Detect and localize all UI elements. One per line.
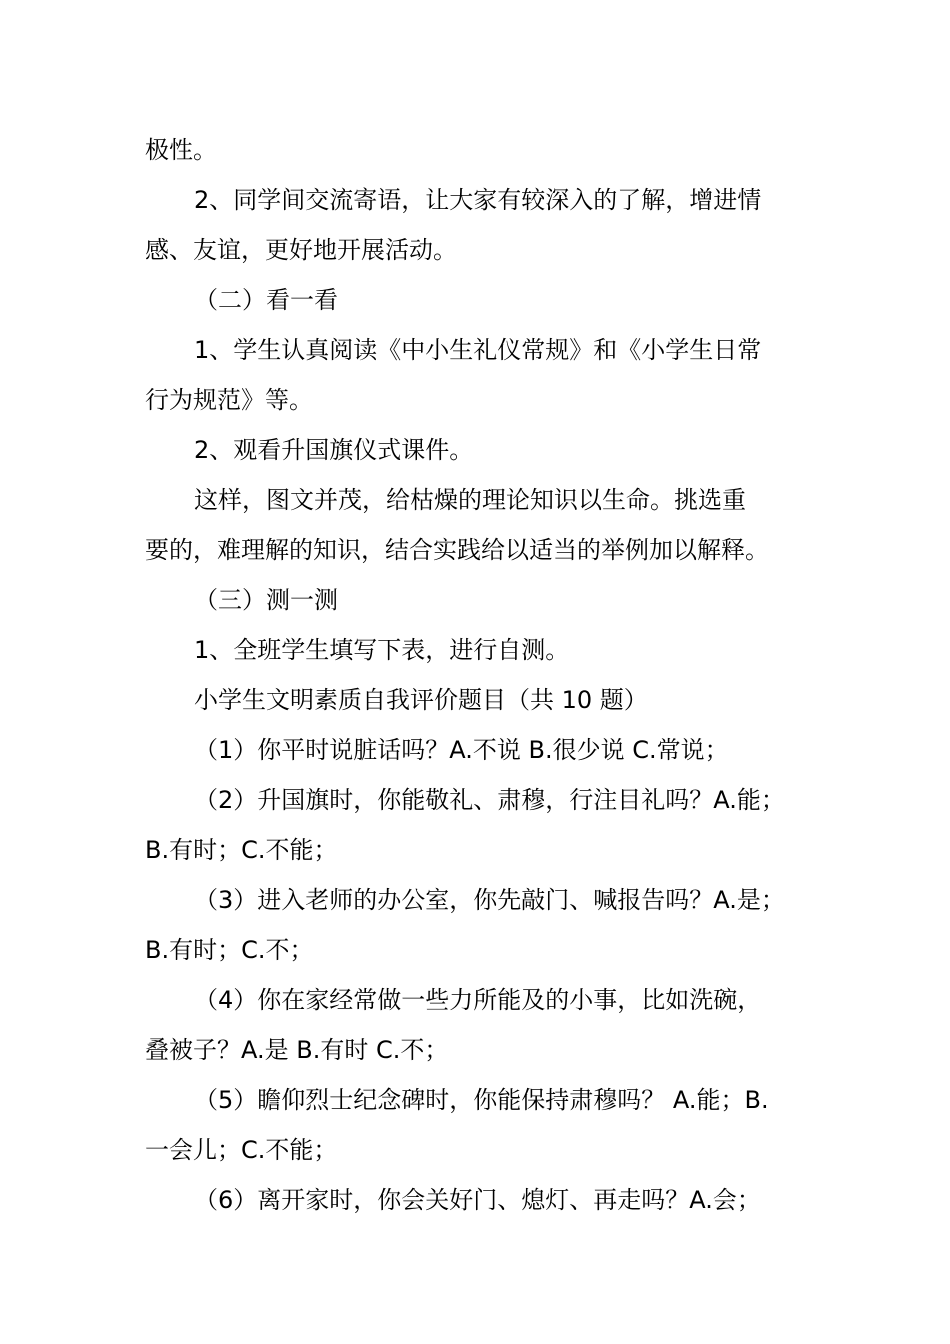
section-heading: （三）测一测 — [194, 586, 338, 614]
text-line: 要的，难理解的知识，结合实践给以适当的举例加以解释。 — [145, 536, 769, 564]
text-line: 2、观看升国旗仪式课件。 — [194, 436, 474, 464]
text-line: 这样，图文并茂，给枯燥的理论知识以生命。挑选重 — [194, 486, 746, 514]
question-item: （4）你在家经常做一些力所能及的小事，比如洗碗， — [194, 986, 762, 1014]
question-item: （2）升国旗时，你能敬礼、肃穆，行注目礼吗？A.能； — [194, 786, 785, 814]
text-line: 2、同学间交流寄语，让大家有较深入的了解，增进情 — [194, 186, 762, 214]
text-line: 感、友谊，更好地开展活动。 — [145, 236, 457, 264]
question-item: （5）瞻仰烈士纪念碑时，你能保持肃穆吗？ A.能；B. — [194, 1086, 769, 1114]
text-line: 1、学生认真阅读《中小生礼仪常规》和《小学生日常 — [194, 336, 762, 364]
section-heading: （二）看一看 — [194, 286, 338, 314]
question-item: （6）离开家时，你会关好门、熄灯、再走吗？A.会； — [194, 1186, 761, 1214]
question-item-continued: B.有时；C.不； — [145, 936, 314, 964]
text-line: 极性。 — [145, 136, 217, 164]
text-line: 行为规范》等。 — [145, 386, 313, 414]
text-line: 1、全班学生填写下表，进行自测。 — [194, 636, 570, 664]
question-item-continued: B.有时；C.不能； — [145, 836, 338, 864]
question-item: （1）你平时说脏话吗？A.不说 B.很少说 C.常说； — [194, 736, 729, 764]
question-item: （3）进入老师的办公室，你先敲门、喊报告吗？A.是； — [194, 886, 785, 914]
question-item-continued: 叠被子？A.是 B.有时 C.不； — [145, 1036, 449, 1064]
question-item-continued: 一会儿；C.不能； — [145, 1136, 338, 1164]
questionnaire-title: 小学生文明素质自我评价题目（共 10 题） — [194, 686, 648, 714]
